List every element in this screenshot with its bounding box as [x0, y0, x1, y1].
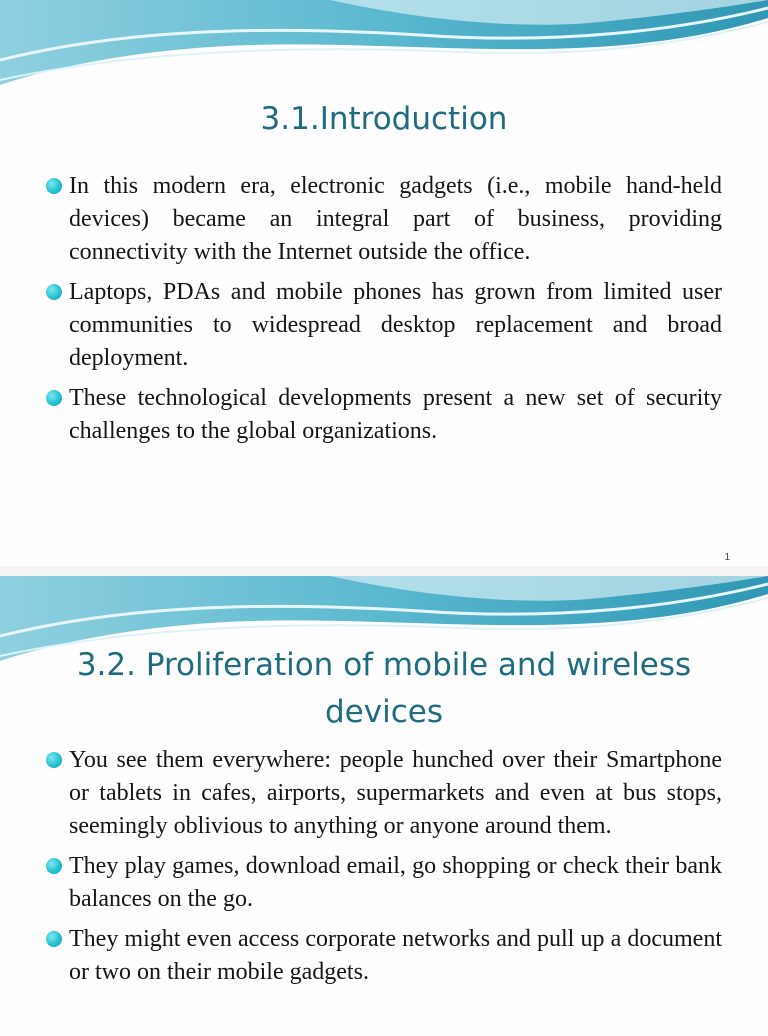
list-item: These technological developments present a new set of security challenges to the global organizations.	[46, 382, 722, 448]
header-wave-decoration	[0, 0, 768, 95]
slide-title: 3.2. Proliferation of mobile and wireless devices	[76, 647, 692, 730]
page-number: 1	[724, 552, 730, 563]
bullet-dot-icon	[46, 178, 62, 194]
list-item: You see them everywhere: people hunched over their Smartphone or tablets in cafes, airports, supermarkets and even at bus stops, seemingly oblivious to anything or anyone around them.	[46, 744, 722, 843]
bullet-dot-icon	[46, 390, 62, 406]
bullet-dot-icon	[46, 752, 62, 768]
list-item: Laptops, PDAs and mobile phones has grown from limited user communities to widespread desktop replacement and broad deployment.	[46, 276, 722, 375]
bullet-dot-icon	[46, 284, 62, 300]
bullet-list	[46, 170, 722, 455]
slide-divider	[0, 566, 768, 576]
slide-title: 3.1.Introduction	[260, 101, 508, 137]
list-item: In this modern era, electronic gadgets (i.e., mobile hand-held devices) became an integral part of business, providing connectivity with the Internet outside the office.	[46, 170, 722, 269]
list-item: They might even access corporate networks and pull up a document or two on their mobile gadgets.	[46, 923, 722, 989]
list-item: They play games, download email, go shopping or check their bank balances on the go.	[46, 850, 722, 916]
bullet-list	[46, 744, 722, 996]
bullet-dot-icon	[46, 931, 62, 947]
bullet-dot-icon	[46, 858, 62, 874]
slide-2	[0, 576, 768, 1036]
